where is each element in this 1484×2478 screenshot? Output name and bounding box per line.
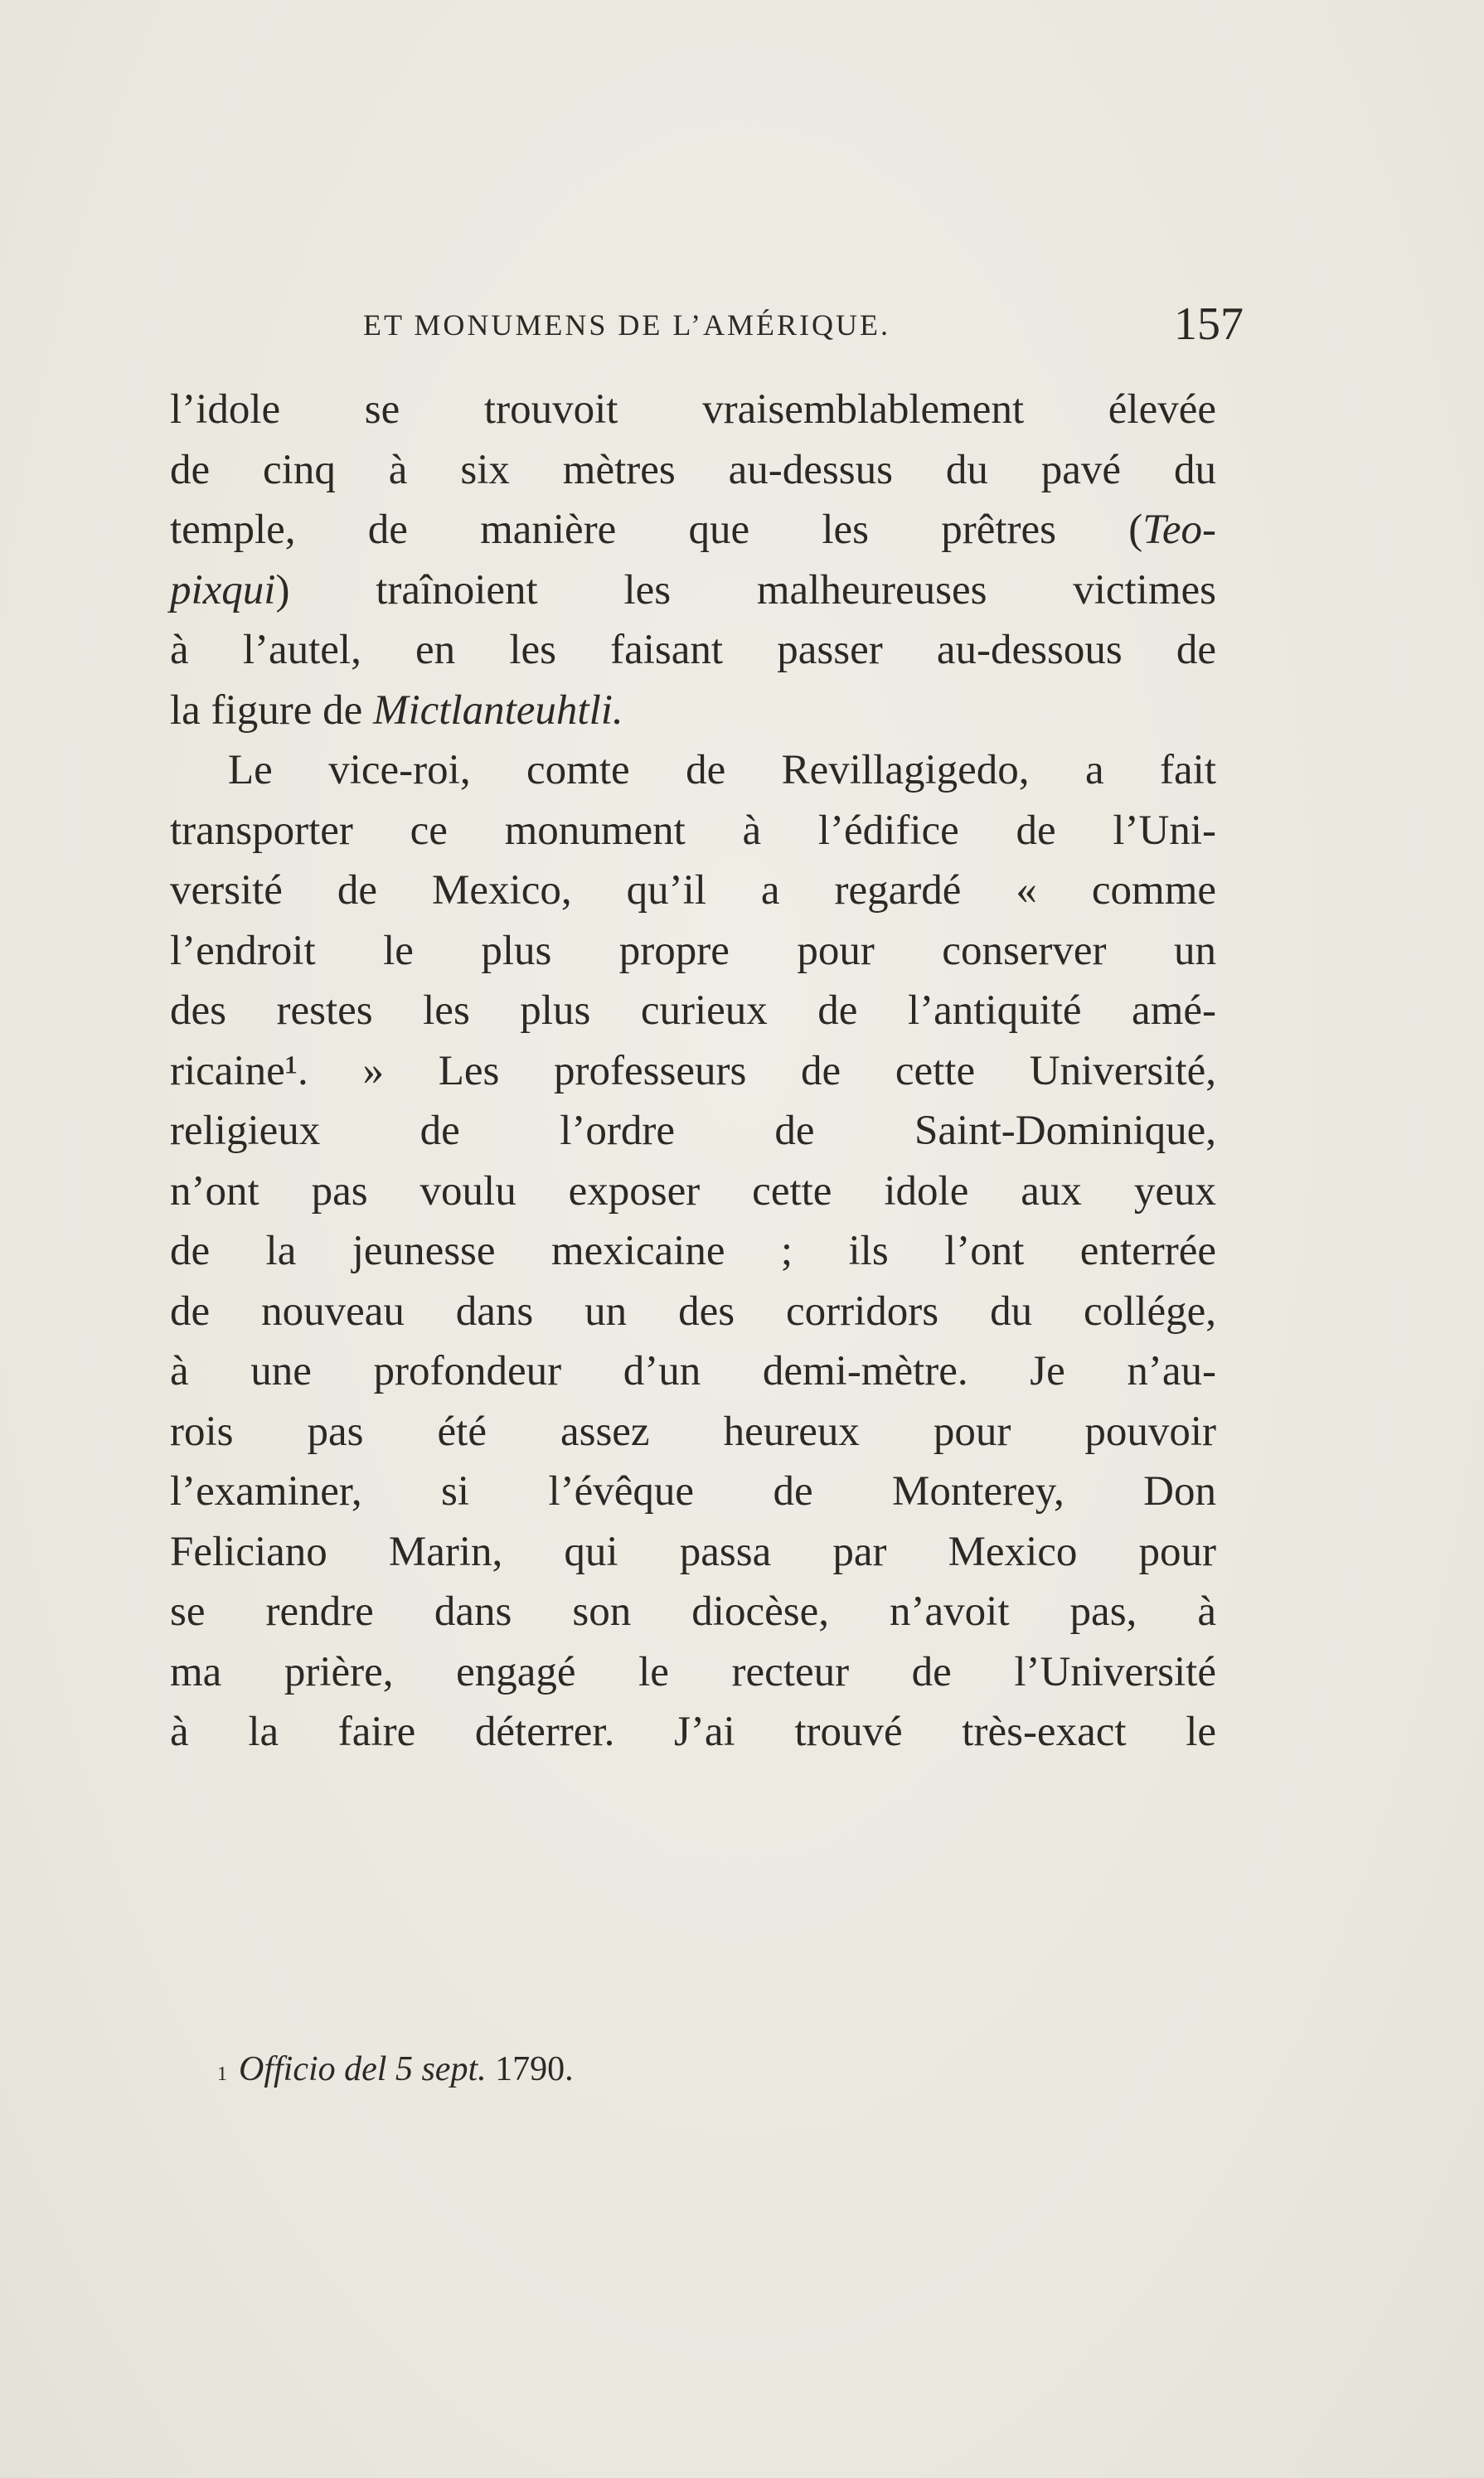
footnote [217, 2044, 1046, 2094]
text-line: de nouveau dans un des corridors du collége, [170, 1287, 1216, 1335]
text-line: des restes les plus curieux de l’antiquité amé- [170, 987, 1216, 1034]
footnote-year: 1790. [495, 2050, 574, 2088]
text-line: pixqui) traînoient les malheureuses victimes [170, 566, 1216, 613]
text-line: versité de Mexico, qu’il a regardé « comme [170, 867, 1216, 914]
text-line: ma prière, engagé le recteur de l’Université [170, 1648, 1216, 1695]
text-line: n’ont pas voulu exposer cette idole aux yeux [170, 1167, 1216, 1215]
footnote-citation: Officio del 5 sept. [239, 2050, 487, 2088]
text-line: l’idole se trouvoit vraisemblablement élevée [170, 386, 1216, 433]
text-line: rois pas été assez heureux pour pouvoir [170, 1408, 1216, 1455]
text-line: à l’autel, en les faisant passer au-dessous de [170, 627, 1216, 673]
text-line: de la jeunesse mexicaine ; ils l’ont enterrée [170, 1228, 1216, 1274]
text-line: l’endroit le plus propre pour conserver un [170, 927, 1216, 974]
text-body [170, 380, 1216, 1763]
text-line: à une profondeur d’un demi-mètre. Je n’au- [170, 1348, 1216, 1394]
text-line: temple, de manière que les prêtres (Teo- [170, 507, 1216, 553]
footnote-marker: 1 [217, 2063, 227, 2085]
text-line: ricaine¹. » Les professeurs de cette Université, [170, 1047, 1216, 1094]
text-line: se rendre dans son diocèse, n’avoit pas, à [170, 1588, 1216, 1635]
running-title: ET MONUMENS DE L’AMÉRIQUE. [363, 308, 890, 342]
text-line: à la faire déterrer. J’ai trouvé très-exact le [170, 1709, 1216, 1755]
text-line: la figure de Mictlanteuhtli. [170, 686, 623, 734]
text-line: de cinq à six mètres au-dessus du pavé du [170, 446, 1216, 493]
page-number: 157 [1174, 298, 1244, 350]
text-line: Le vice-roi, comte de Revillagigedo, a fait [228, 747, 1216, 793]
text-line: l’examiner, si l’évêque de Monterey, Don [170, 1468, 1216, 1515]
text-line: religieux de l’ordre de Saint-Dominique, [170, 1108, 1216, 1154]
text-line: Feliciano Marin, qui passa par Mexico pour [170, 1528, 1216, 1575]
running-head [166, 300, 1244, 350]
text-line: transporter ce monument à l’édifice de l’Uni- [170, 807, 1216, 854]
